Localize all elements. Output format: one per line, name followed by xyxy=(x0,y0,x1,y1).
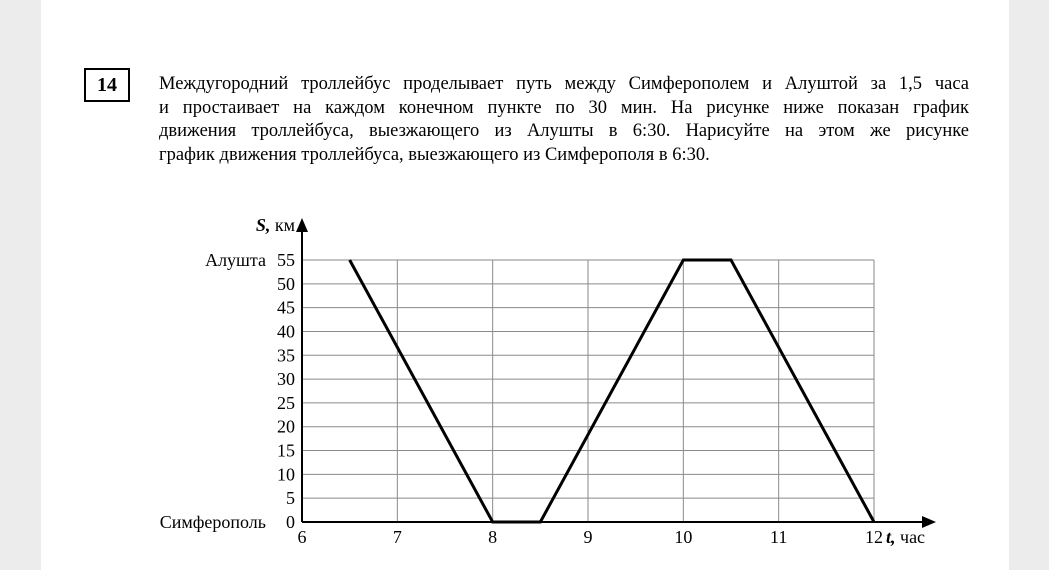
task-line-3: движения троллейбуса, выезжающего из Алушты в 6:30. Нарисуйте на этом же рисунке xyxy=(159,121,969,141)
task-line-1: Междугородний троллейбус проделывает путь между Симферополем и Алуштой за 1,5 часа xyxy=(159,74,969,94)
y-place-label-0: Алушта xyxy=(205,250,266,270)
task-number-box: 14 xyxy=(84,68,130,102)
y-tick-label-7: 35 xyxy=(277,345,295,366)
task-line-4: график движения троллейбуса, выезжающего из Симферополя в 6:30. xyxy=(159,144,710,165)
x-tick-label-6: 12 xyxy=(865,527,883,547)
x-axis-label: t, час xyxy=(886,527,926,547)
series-line-trolleybus xyxy=(350,260,874,522)
y-tick-label-1: 5 xyxy=(286,488,295,509)
chart-grid xyxy=(302,260,874,522)
x-tick-label-4: 10 xyxy=(674,527,693,547)
x-tick-label-2: 8 xyxy=(488,527,498,547)
y-place-label-1: Симферополь xyxy=(159,512,266,532)
x-tick-label-5: 11 xyxy=(769,527,788,547)
y-tick-label-2: 10 xyxy=(277,464,295,485)
y-axis-label: S, км xyxy=(255,215,295,235)
y-tick-label-6: 30 xyxy=(277,369,295,390)
task-line-2: и простаивает на каждом конечном пункте по 30 мин. На рисунке ниже показан график xyxy=(159,97,969,118)
y-tick-label-3: 15 xyxy=(277,440,295,461)
y-tick-label-0: 0 xyxy=(286,512,295,532)
y-axis-arrow xyxy=(296,218,308,232)
x-tick-label-1: 7 xyxy=(392,527,402,547)
chart-axes xyxy=(296,218,936,528)
y-tick-label-8: 40 xyxy=(277,321,295,342)
y-tick-label-4: 20 xyxy=(277,416,295,437)
y-tick-label-5: 25 xyxy=(277,392,295,413)
tick-labels xyxy=(160,250,883,547)
x-tick-label-3: 9 xyxy=(583,527,593,547)
y-tick-label-11: 55 xyxy=(277,250,295,270)
y-tick-label-10: 50 xyxy=(277,273,295,294)
x-tick-label-0: 6 xyxy=(297,527,307,547)
y-tick-label-9: 45 xyxy=(277,297,295,318)
